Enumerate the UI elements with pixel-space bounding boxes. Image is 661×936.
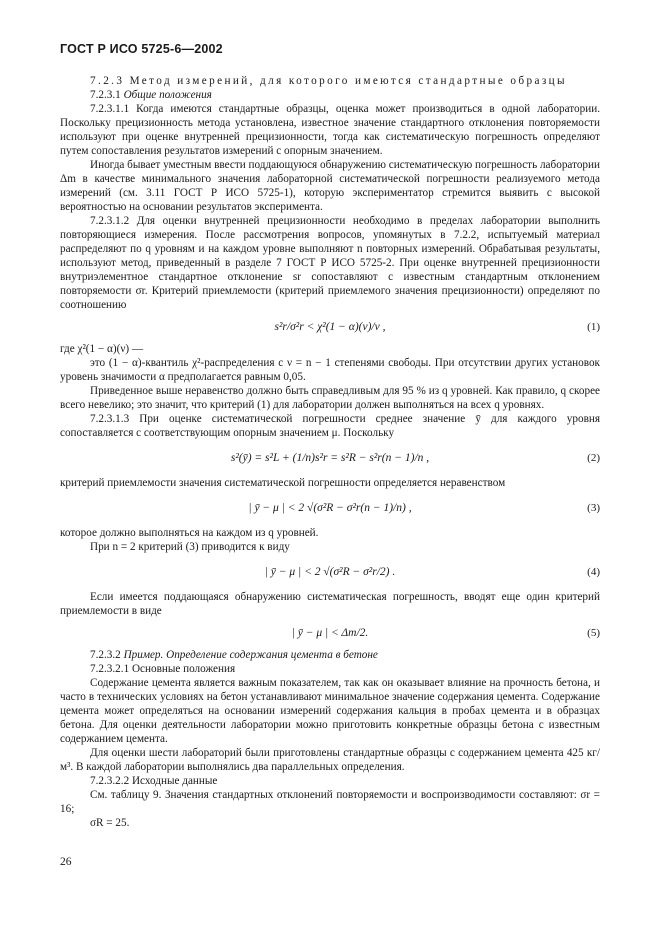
formula-1 [60,314,600,340]
document-body [60,74,600,830]
section-7-2-3-2-title [60,648,600,662]
section-7-2-3-1-title [60,88,600,102]
paragraph-quantile: это (1 − α)-квантиль χ²-распределения с ν = n − 1 степенями свободы. При отсутствии других установок уровень значимости α предполагается равным 0,05. [60,357,600,383]
section-title-text: Общие положения [123,89,212,101]
paragraph-q-levels: которое должно выполняться на каждом из q уровней. [60,527,319,539]
formula-5 [60,620,600,646]
section-title-text: Пример. Определение содержания цемента в бетоне [123,649,378,661]
paragraph-7-2-3-1-1: 7.2.3.1.1 Когда имеются стандартные образцы, оценка может производиться в одной лаборатории. Поскольку прецизионность метода установлена, известное значение стандартного отклонения повторяемости используют при оценке внутренней прецизионности, тогда как систематическую погрешность определяют путем сопоставления результатов измерений с опорным значением. [60,103,600,157]
paragraph-detectable: Если имеется поддающаяся обнаружению систематическая погрешность, вводят еще один критерий приемлемости в виде [60,591,600,617]
section-7-2-3-title: 7.2.3 Метод измерений, для которого имеются стандартные образцы [90,75,567,87]
page-number: 26 [60,856,72,868]
formula-2-expression: s²(ȳ) = s²L + (1/n)s²r = s²R − s²r(n − 1)/n , [230,452,430,464]
formula-4-expression: | ȳ − μ | < 2 √(σ²R − σ²r/2) . [264,566,396,578]
formula-1-expression: s²r/σ²r < χ²(1 − α)(ν)/ν , [274,321,386,333]
standard-header: ГОСТ Р ИСО 5725-6—2002 [60,42,223,56]
formula-2 [60,442,600,474]
formula-4 [60,556,600,588]
formula-3-number: (3) [587,502,600,514]
paragraph-table-ref: См. таблицу 9. Значения стандартных отклонений повторяемости и воспроизводимости составляют: σr = 16; [60,789,600,815]
paragraph-inequality: Приведенное выше неравенство должно быть справедливым для 95 % из q уровней. Как правило, q скорее всего невелико; это значит, что критерий (1) для лаборатории должен выполняться на всех q уровнях. [60,385,600,411]
paragraph-criterion: критерий приемлемости значения систематической погрешности определяется неравенством [60,477,506,489]
formula-2-number: (2) [587,452,600,464]
formula-3 [60,492,600,524]
formula-5-expression: | ȳ − μ | < Δm/2. [291,627,369,639]
section-7-2-3-2-2-title: 7.2.3.2.2 Исходные данные [90,775,218,787]
section-7-2-3-2-1-title: 7.2.3.2.1 Основные положения [90,663,236,675]
paragraph-cement: Содержание цемента является важным показателем, так как он оказывает влияние на прочность бетона, и часто в технических условиях на бетон устанавливают минимальное значение содержания цемента. Содержание цемента может определяться на основании измерений содержания кальция в пробах цемента и в образцах бетона. Для оценки деятельности лаборатории можно приготовить конкретные образцы бетона с известным содержанием цемента. [60,677,600,745]
paragraph-six-labs: Для оценки шести лабораторий были приготовлены стандартные образцы с содержанием цемента 425 кг/м³. В каждой лаборатории выполнялись два параллельных определения. [60,747,600,773]
formula-1-number: (1) [587,321,600,333]
formula-3-expression: | ȳ − μ | < 2 √(σ²R − σ²r(n − 1)/n) , [248,502,412,514]
paragraph-detectable-bias: Иногда бывает уместным ввести поддающуюся обнаружению систематическую погрешность лаборатории Δm в качестве минимального значения лабораторной систематической погрешности реализуемого метода измерений (см. 3.11 ГОСТ Р ИСО 5725-1), которую экспериментатор стремится выявить с высокой вероятностью на основании результатов эксперимента. [60,159,600,213]
formula-5-number: (5) [587,627,600,639]
section-number: 7.2.3.2 [90,649,121,661]
formula-4-number: (4) [587,566,600,578]
section-number: 7.2.3.1 [90,89,121,101]
paragraph-n-equals-2: При n = 2 критерий (3) приводится к виду [90,541,290,553]
sigma-r-value: σR = 25. [90,817,130,829]
paragraph-7-2-3-1-3: 7.2.3.1.3 При оценке систематической погрешности среднее значение ȳ для каждого уровня сопоставляется с соответствующим опорным значением μ. Поскольку [60,413,600,439]
where-clause: где χ²(1 − α)(ν) — [60,343,144,355]
paragraph-7-2-3-1-2: 7.2.3.1.2 Для оценки внутренней прецизионности необходимо в пределах лаборатории выполнить повторяющиеся измерения. После рассмотрения вопросов, упомянутых в 7.2.2, испытуемый материал распределяют по q уровням и на каждом уровне выполняют n повторных измерений. Обрабатывая результаты, используют метод, приведенный в разделе 7 ГОСТ Р ИСО 5725-2. При оценке внутренней прецизионности внутриэлементное стандартное отклонение sr сопоставляют с известным стандартным отклонением повторяемости σr. Критерий приемлемости (критерий приемлемого значения прецизионности) определяют по соотношению [60,215,600,311]
